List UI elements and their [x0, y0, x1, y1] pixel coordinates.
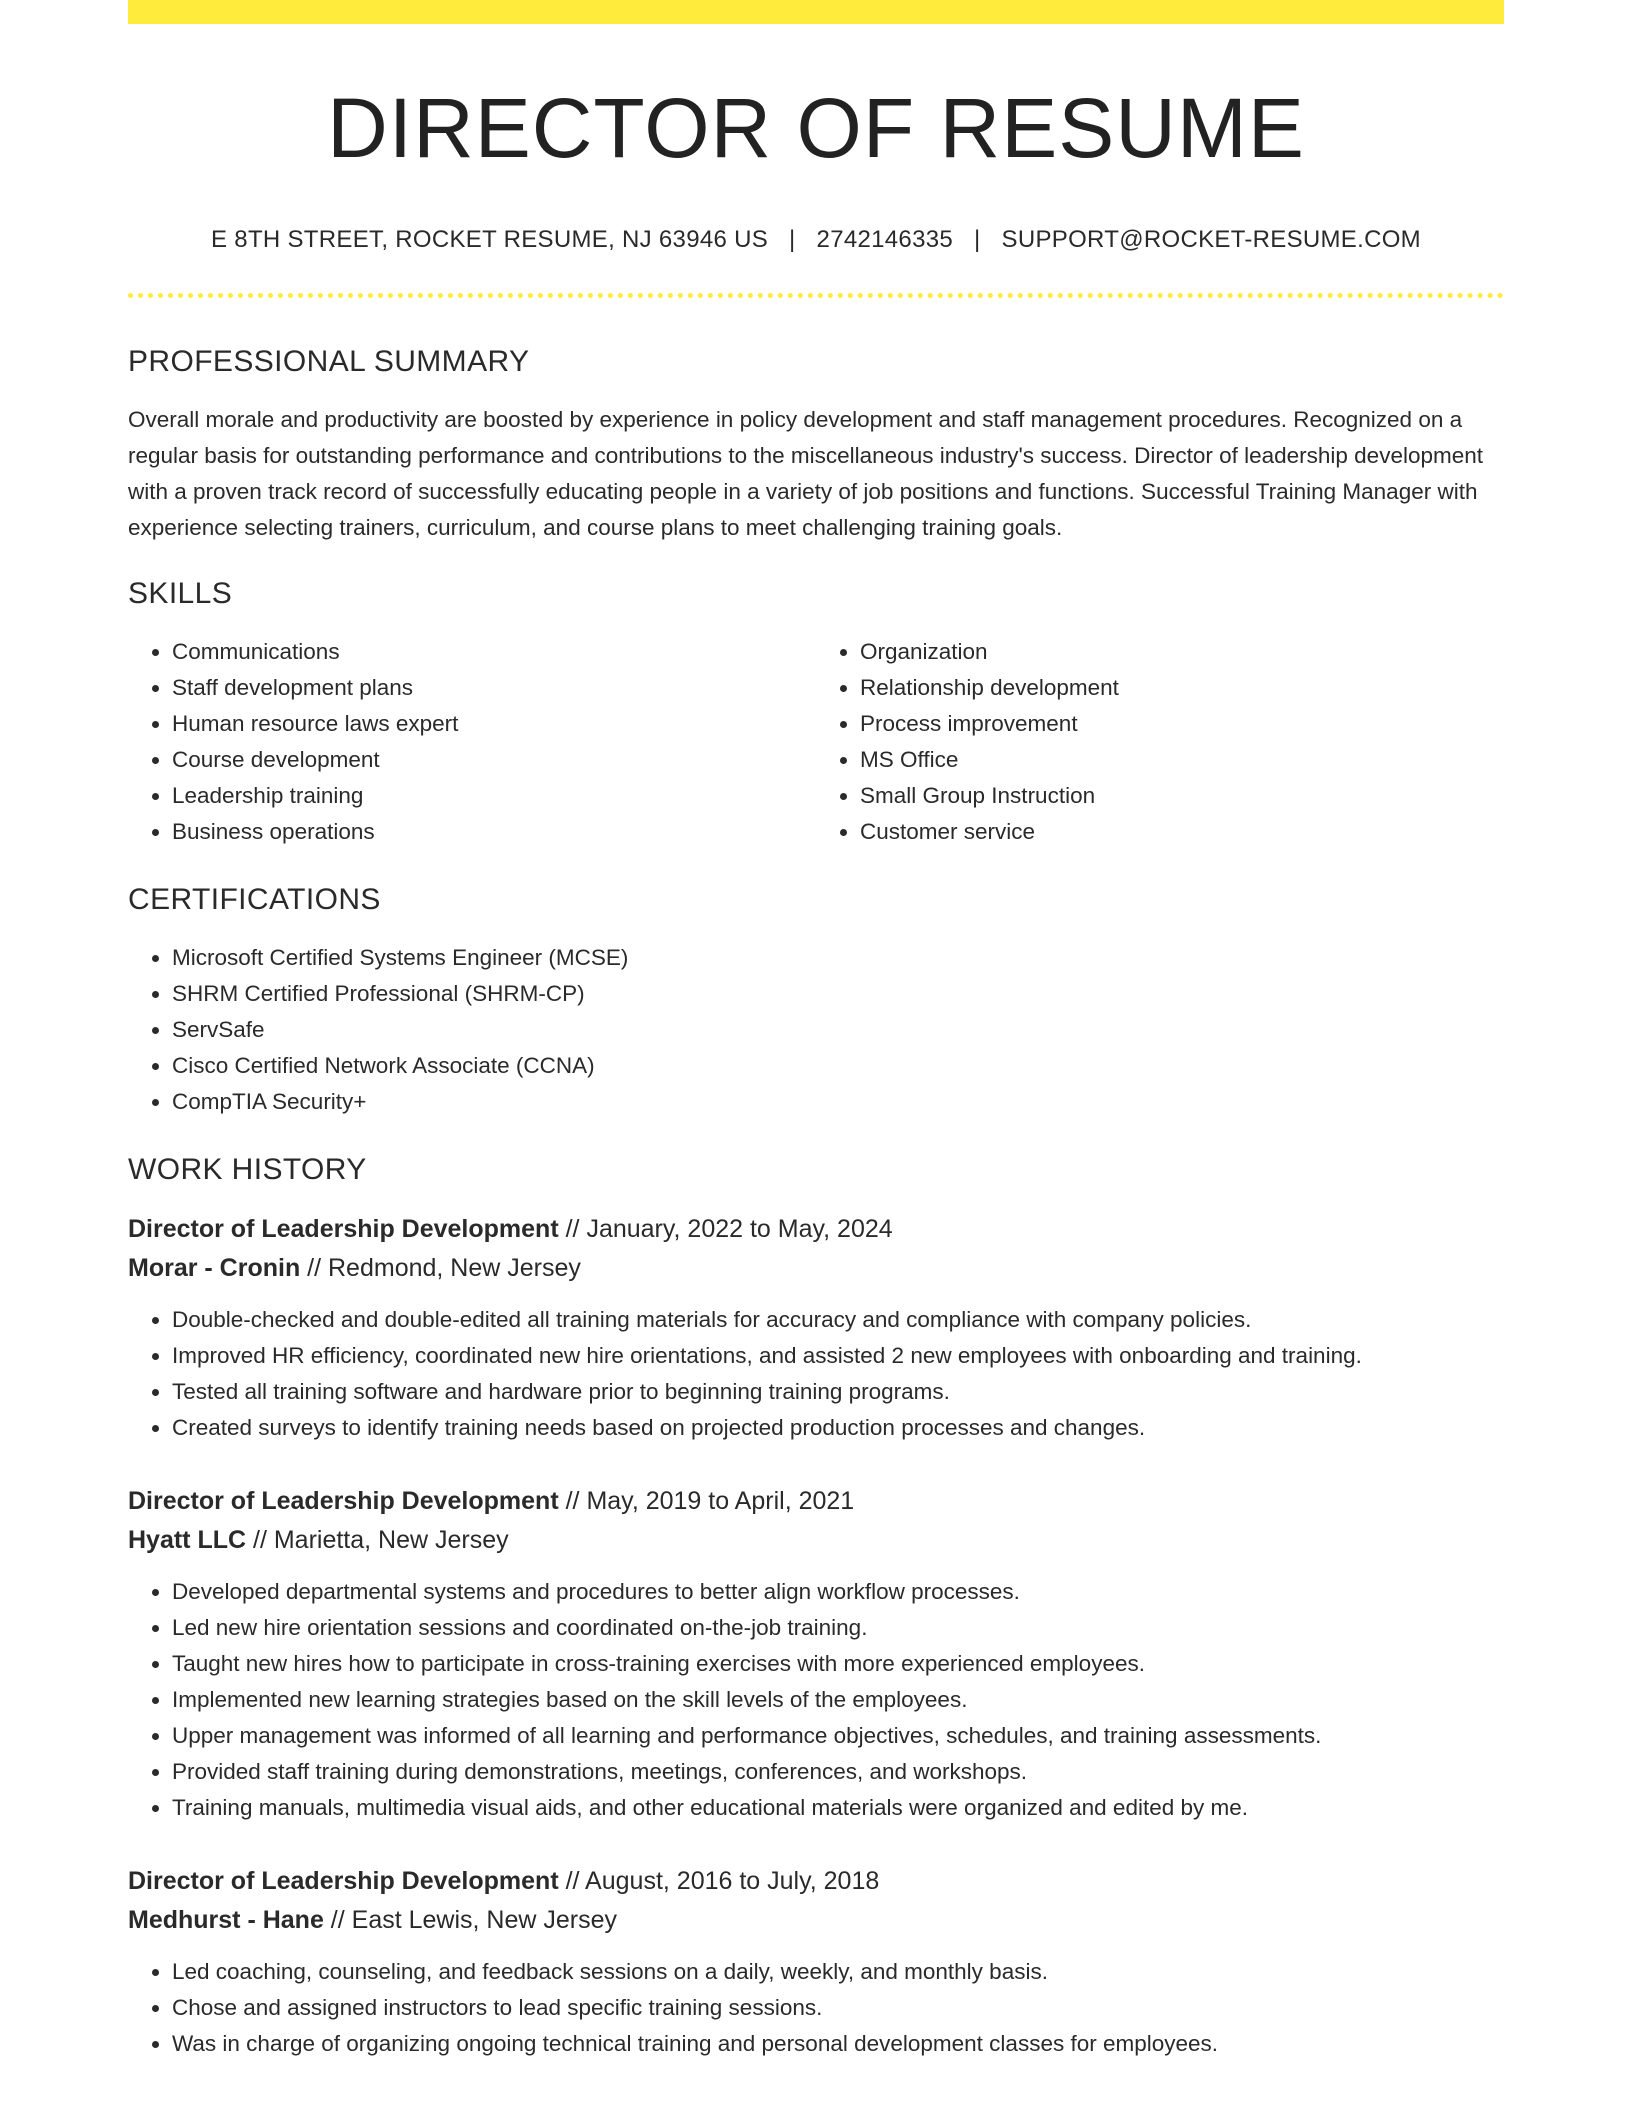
skill-item: • Relationship development: [860, 670, 1504, 706]
resume-name: DIRECTOR OF RESUME: [327, 81, 1305, 175]
summary-text: Overall morale and productivity are boosted by experience in policy development and staff management procedures. Recognized on a regular basis for outstanding performance and contributions to the miscellaneous industry's success. Director of leadership development with a proven track record of successfully educating people in a variety of job positions and functions. Successful Training Manager with experience selecting trainers, curriculum, and course plans to meet challenging training goals.: [128, 406, 1484, 540]
job-bullet: • Led new hire orientation sessions and coordinated on-the-job training.: [172, 1610, 1504, 1646]
job-bullet: • Double-checked and double-edited all training materials for accuracy and compliance with company policies.: [172, 1302, 1504, 1338]
dotted-divider: [128, 293, 1504, 298]
contact-separator: |: [789, 226, 796, 254]
job-bullet: • Created surveys to identify training needs based on projected production processes and changes.: [172, 1410, 1504, 1446]
certifications-heading: CERTIFICATIONS: [128, 882, 381, 916]
job-role: Director of Leadership Development: [128, 1486, 559, 1515]
job-dates: // January, 2022 to May, 2024: [558, 1214, 893, 1243]
contact-separator: |: [974, 226, 981, 254]
job-bullets: [128, 1574, 1504, 1826]
job-dates: // August, 2016 to July, 2018: [558, 1866, 880, 1895]
certification-item: • Cisco Certified Network Associate (CCNA): [172, 1048, 1504, 1084]
job-bullet: • Taught new hires how to participate in cross-training exercises with more experienced employees.: [172, 1646, 1504, 1682]
contact-phone: 2742146335: [816, 226, 954, 254]
job-entry: [128, 1210, 1504, 1446]
job-bullet: • Tested all training software and hardware prior to beginning training programs.: [172, 1374, 1504, 1410]
job-entry: [128, 1862, 1504, 2062]
resume-page: [128, 0, 1504, 2062]
job-bullets: [128, 1954, 1504, 2062]
skill-item: • Leadership training: [172, 778, 816, 814]
job-dates: // May, 2019 to April, 2021: [558, 1486, 855, 1515]
accent-bar: [128, 0, 1504, 24]
skill-item: • Process improvement: [860, 706, 1504, 742]
work-history-heading: WORK HISTORY: [128, 1152, 367, 1186]
skill-item: • Communications: [172, 634, 816, 670]
job-company-line: [128, 1521, 1504, 1560]
skill-item: • MS Office: [860, 742, 1504, 778]
skill-item: • Small Group Instruction: [860, 778, 1504, 814]
contact-line: [128, 226, 1504, 255]
contact-address: E 8TH STREET, ROCKET RESUME, NJ 63946 US: [211, 226, 769, 254]
job-bullet: • Provided staff training during demonstrations, meetings, conferences, and workshops.: [172, 1754, 1504, 1790]
job-company: Morar - Cronin: [128, 1253, 301, 1282]
certification-item: • Microsoft Certified Systems Engineer (MCSE): [172, 940, 1504, 976]
job-bullet: • Developed departmental systems and procedures to better align workflow processes.: [172, 1574, 1504, 1610]
job-bullet: • Implemented new learning strategies based on the skill levels of the employees.: [172, 1682, 1504, 1718]
skills-list-left: [128, 634, 816, 850]
skill-item: • Human resource laws expert: [172, 706, 816, 742]
job-location: // Redmond, New Jersey: [300, 1253, 581, 1282]
job-company-line: [128, 1901, 1504, 1940]
job-bullet: • Improved HR efficiency, coordinated new hire orientations, and assisted 2 new employees with onboarding and training.: [172, 1338, 1504, 1374]
job-company: Hyatt LLC: [128, 1525, 247, 1554]
skill-item: • Staff development plans: [172, 670, 816, 706]
skill-item: • Course development: [172, 742, 816, 778]
job-bullets: [128, 1302, 1504, 1446]
job-location: // Marietta, New Jersey: [246, 1525, 509, 1554]
job-bullet: • Upper management was informed of all learning and performance objectives, schedules, and training assessments.: [172, 1718, 1504, 1754]
job-company: Medhurst - Hane: [128, 1905, 324, 1934]
job-title-line: [128, 1482, 1504, 1521]
job-entry: [128, 1482, 1504, 1826]
certification-item: • CompTIA Security+: [172, 1084, 1504, 1120]
skills-list-right: [816, 634, 1504, 850]
job-title-line: [128, 1210, 1504, 1249]
job-bullet: • Chose and assigned instructors to lead specific training sessions.: [172, 1990, 1504, 2026]
skills-columns: [128, 634, 1504, 850]
job-role: Director of Leadership Development: [128, 1214, 559, 1243]
certifications-list: [128, 940, 1504, 1120]
skill-item: • Business operations: [172, 814, 816, 850]
skill-item: • Organization: [860, 634, 1504, 670]
contact-email: SUPPORT@ROCKET-RESUME.COM: [1001, 226, 1421, 254]
certification-item: • SHRM Certified Professional (SHRM-CP): [172, 976, 1504, 1012]
job-bullet: • Training manuals, multimedia visual aids, and other educational materials were organized and edited by me.: [172, 1790, 1504, 1826]
job-bullet: • Was in charge of organizing ongoing technical training and personal development classes for employees.: [172, 2026, 1504, 2062]
skills-heading: SKILLS: [128, 576, 233, 610]
job-title-line: [128, 1862, 1504, 1901]
job-bullet: • Led coaching, counseling, and feedback sessions on a daily, weekly, and monthly basis.: [172, 1954, 1504, 1990]
job-role: Director of Leadership Development: [128, 1866, 559, 1895]
job-location: // East Lewis, New Jersey: [323, 1905, 618, 1934]
summary-heading: PROFESSIONAL SUMMARY: [128, 344, 530, 378]
certification-item: • ServSafe: [172, 1012, 1504, 1048]
skill-item: • Customer service: [860, 814, 1504, 850]
job-company-line: [128, 1249, 1504, 1288]
